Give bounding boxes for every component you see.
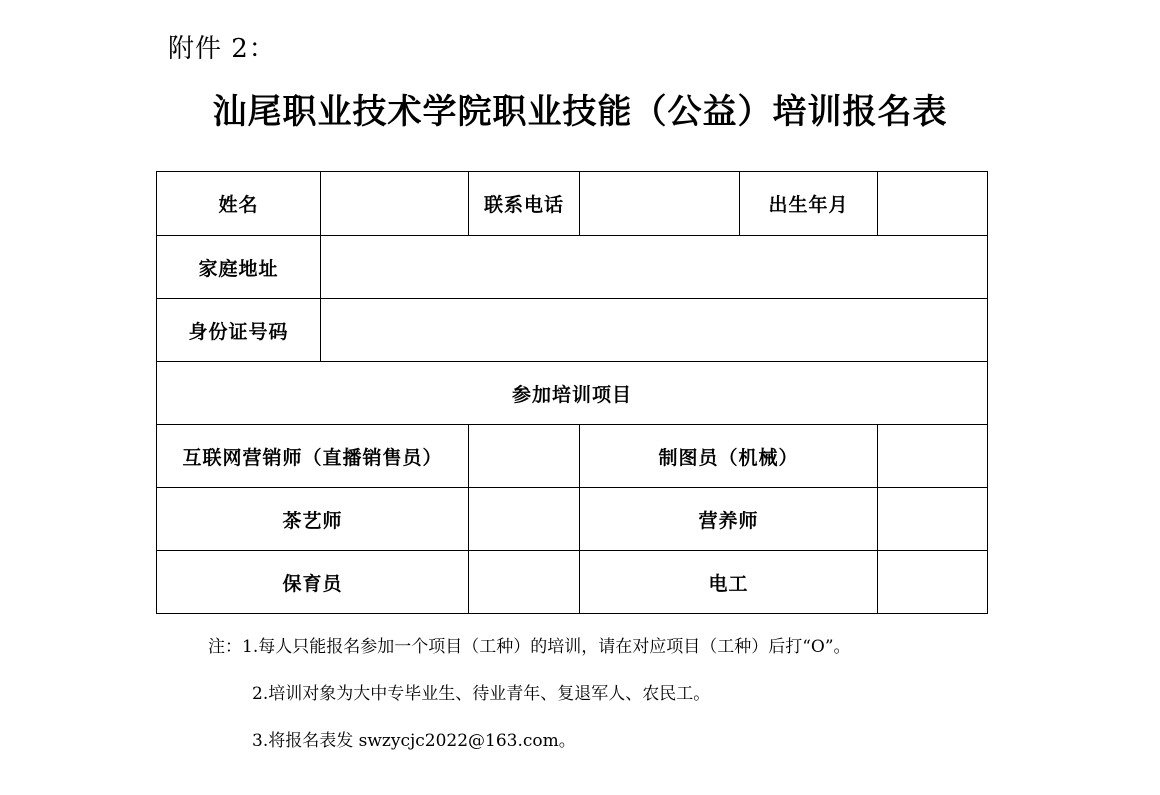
project-label: 互联网营销师（直播销售员）	[157, 425, 469, 488]
project-mark-cell[interactable]	[878, 425, 988, 488]
project-mark-cell[interactable]	[878, 551, 988, 614]
form-title: 汕尾职业技术学院职业技能（公益）培训报名表	[212, 92, 948, 132]
birth-label: 出生年月	[740, 172, 878, 236]
address-row	[157, 236, 988, 299]
birth-field[interactable]	[878, 172, 988, 236]
note-line: 2.培训对象为大中专毕业生、待业青年、复退军人、农民工。	[252, 684, 711, 704]
project-mark-cell[interactable]	[469, 551, 580, 614]
name-label: 姓名	[157, 172, 321, 236]
registration-form	[156, 171, 988, 614]
project-mark-cell[interactable]	[878, 488, 988, 551]
phone-label: 联系电话	[469, 172, 580, 236]
id-field[interactable]	[321, 299, 988, 362]
address-field[interactable]	[321, 236, 988, 299]
note-line: 3.将报名表发 swzycjc2022@163.com。	[252, 731, 576, 751]
project-row	[157, 425, 988, 488]
name-field[interactable]	[321, 172, 469, 236]
training-section-label: 参加培训项目	[157, 362, 988, 425]
project-label: 茶艺师	[157, 488, 469, 551]
phone-field[interactable]	[580, 172, 740, 236]
project-label: 制图员（机械）	[580, 425, 878, 488]
project-mark-cell[interactable]	[469, 488, 580, 551]
project-label: 电工	[580, 551, 878, 614]
personal-info-row	[157, 172, 988, 236]
address-label: 家庭地址	[157, 236, 321, 299]
note-line: 注：1.每人只能报名参加一个项目（工种）的培训，请在对应项目（工种）后打“O”。	[208, 637, 851, 657]
project-label: 营养师	[580, 488, 878, 551]
project-row	[157, 488, 988, 551]
project-mark-cell[interactable]	[469, 425, 580, 488]
project-label: 保育员	[157, 551, 469, 614]
attachment-label: 附件 2：	[168, 34, 276, 64]
id-row	[157, 299, 988, 362]
id-label: 身份证号码	[157, 299, 321, 362]
project-row	[157, 551, 988, 614]
section-header-row	[157, 362, 988, 425]
